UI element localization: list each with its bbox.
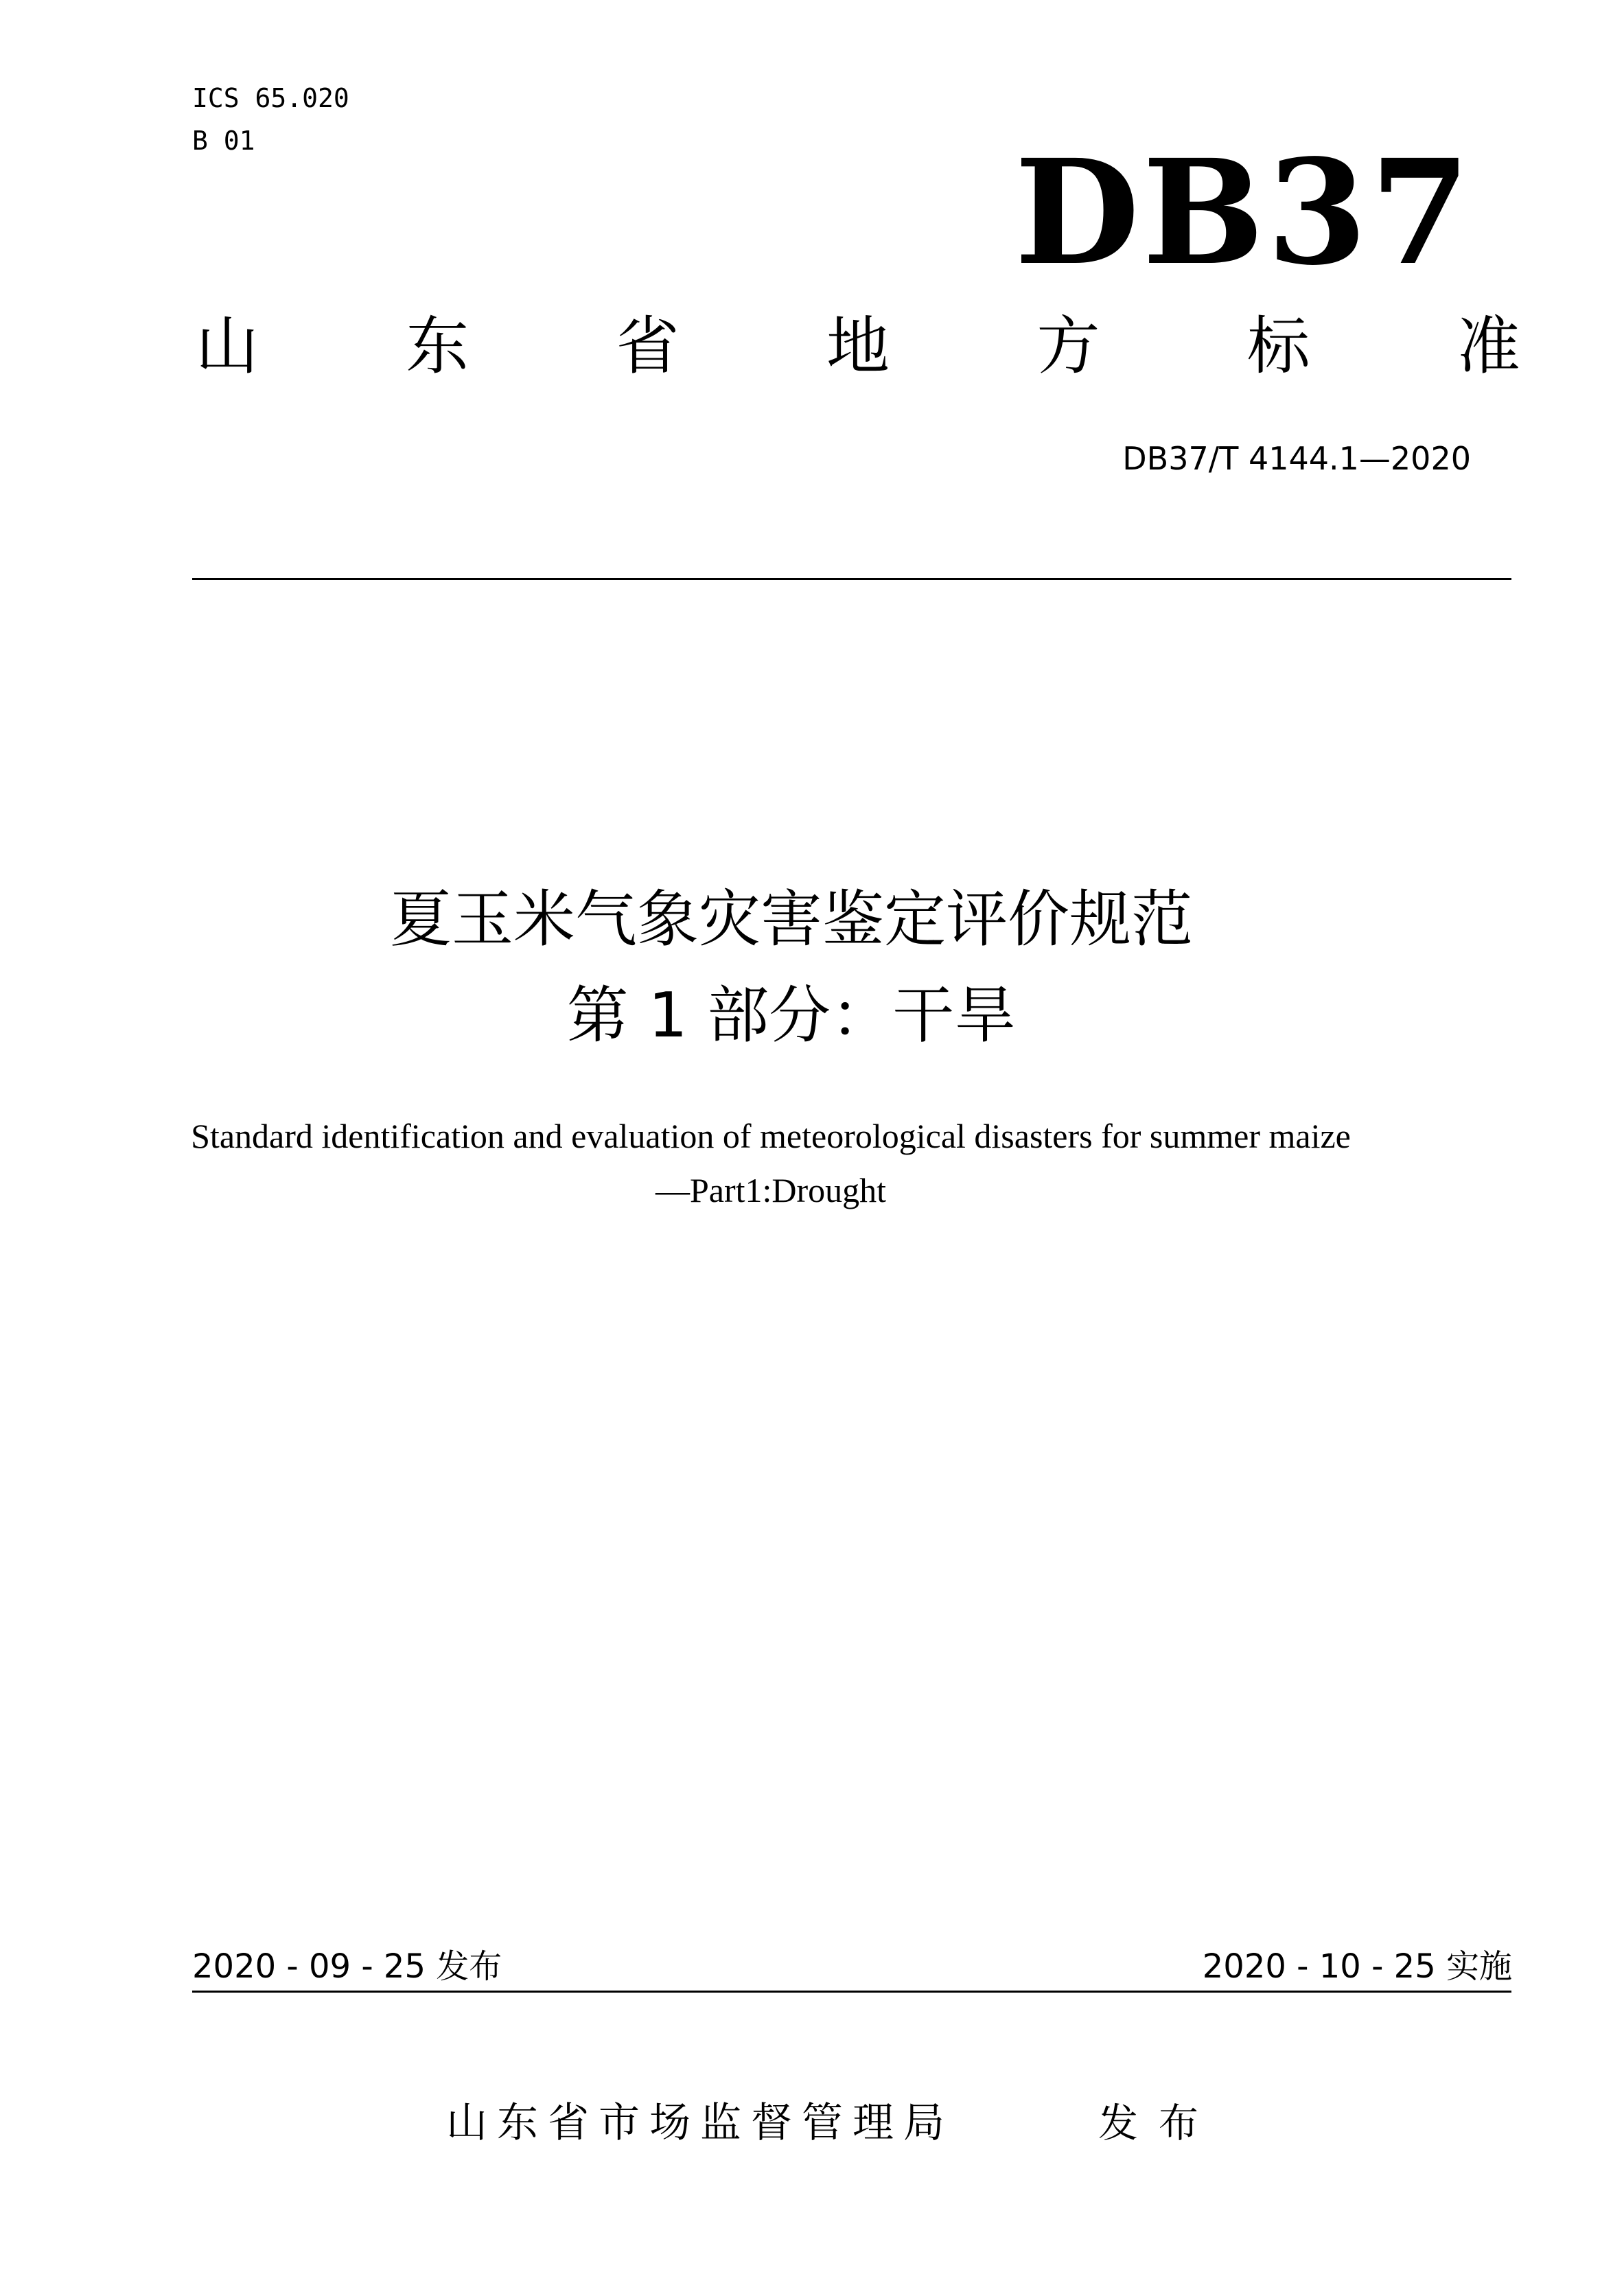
standard-kind-char: 标 — [1246, 310, 1310, 383]
standard-kind-char: 山 — [196, 310, 259, 383]
issuing-authority: 山东省市场监督管理局 — [446, 2099, 954, 2147]
issuer-action: 发布 — [1098, 2100, 1220, 2146]
ccs-code: B 01 — [192, 126, 255, 156]
title-chinese-line-2: 第 1 部分：干旱 — [566, 979, 1017, 1052]
standard-kind-char: 省 — [616, 310, 680, 383]
standard-kind-char: 地 — [826, 310, 890, 383]
top-divider — [192, 578, 1511, 580]
title-english-line-1: Standard identification and evaluation of meteorological disasters for summer maize — [191, 1117, 1351, 1155]
title-english-line-2: —Part1:Drought — [655, 1171, 887, 1209]
db-code-mark: DB37 — [1014, 128, 1473, 297]
standard-kind-heading — [196, 309, 1520, 384]
standard-kind-char: 方 — [1036, 310, 1100, 383]
issue-date: 2020 - 09 - 25 发布 — [192, 1947, 502, 1986]
standard-kind-char: 东 — [406, 310, 469, 383]
title-chinese-line-1: 夏玉米气象灾害鉴定评价规范 — [390, 883, 1193, 955]
ics-code: ICS 65.020 — [192, 83, 349, 113]
bottom-divider — [192, 1991, 1511, 1993]
standard-kind-char: 准 — [1457, 310, 1520, 383]
standard-number: DB37/T 4144.1—2020 — [1122, 440, 1471, 477]
implementation-date: 2020 - 10 - 25 实施 — [1202, 1947, 1512, 1986]
